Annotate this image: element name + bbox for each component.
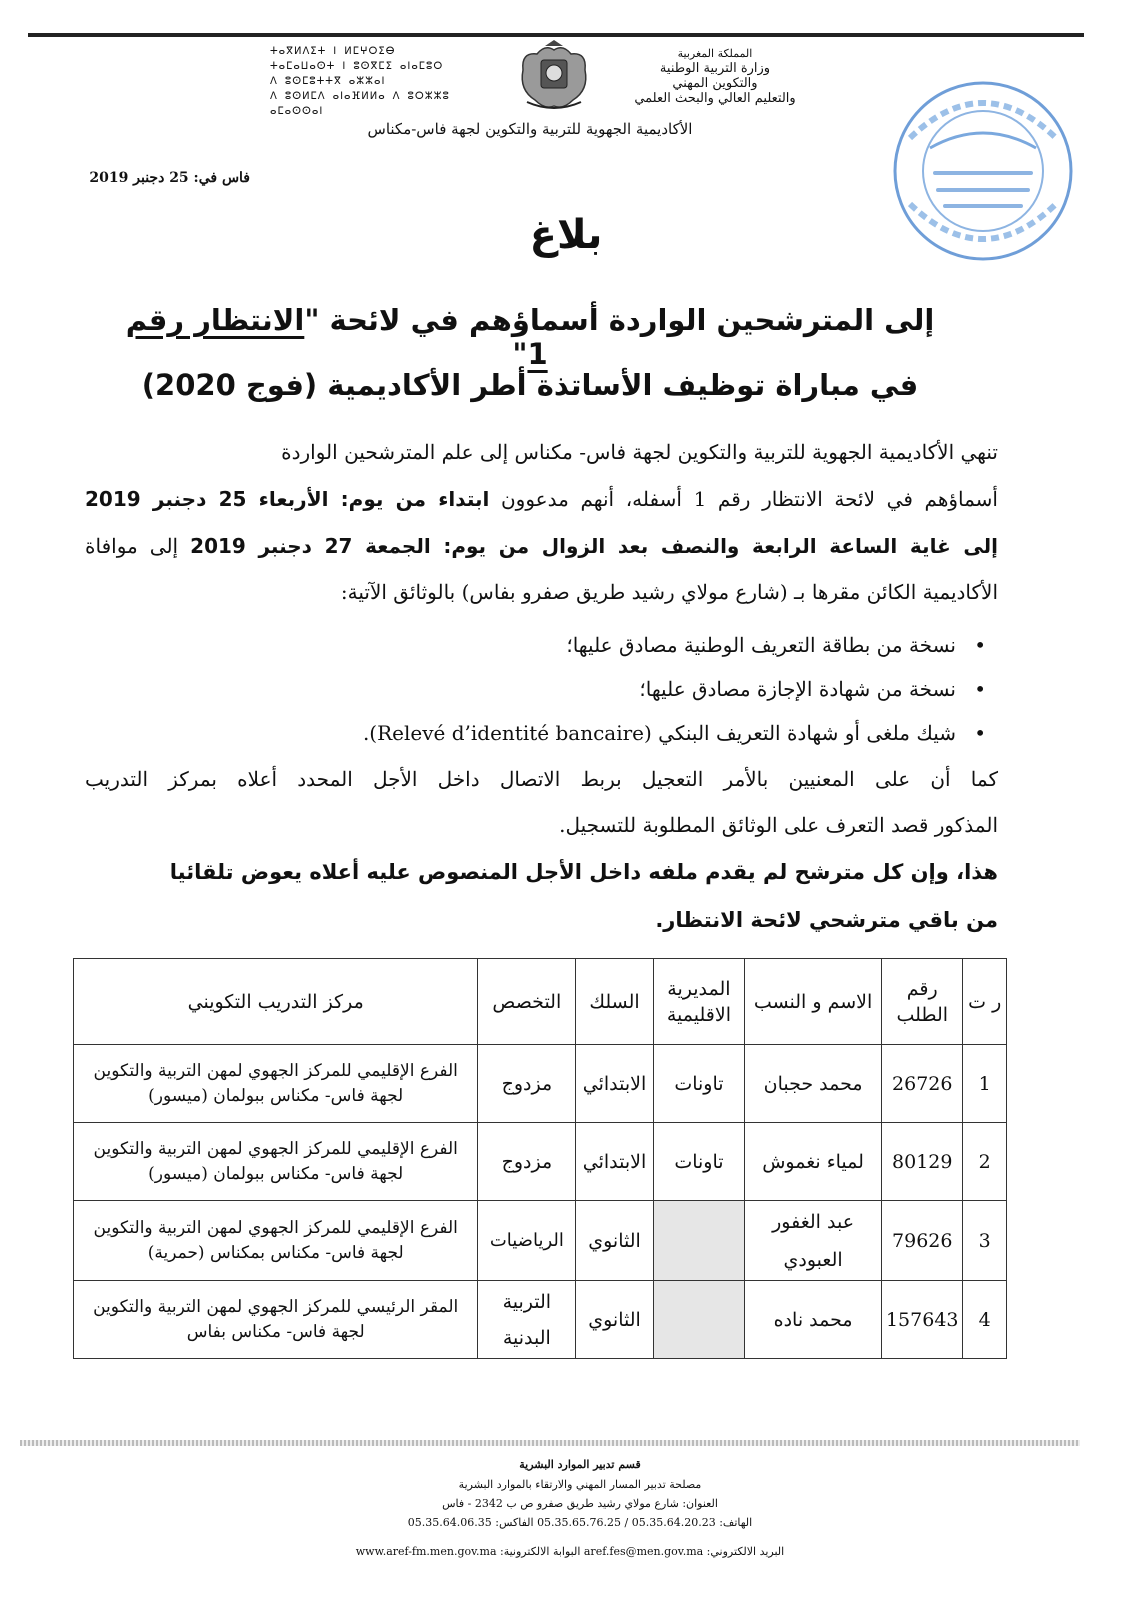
cell-request: 80129: [882, 1123, 963, 1201]
cell-directorate: تاونات: [653, 1123, 744, 1201]
ministry-line: المملكة المغربية: [677, 47, 753, 60]
tifinagh-line: ⵜⴰⴳⵍⴷⵉⵜ ⵏ ⵍⵎⵖⵔⵉⴱ: [270, 46, 396, 57]
center-line: المقر الرئيسي للمركز الجهوي لمهن التربية والتكوين: [93, 1296, 459, 1317]
center-line: لجهة فاس- مكناس بفاس: [186, 1321, 365, 1342]
footer-contact: البريد الالكتروني: aref.fes@men.gov.ma البوابة الالكترونية: www.aref-fm.men.gov.ma: [355, 1545, 785, 1558]
paragraph-3-line-1: هذا، وإن كل مترشح لم يقدم ملفه داخل الأجل المنصوص عليه أعلاه يعوض تلقائيا: [169, 860, 998, 884]
cell-specialty: مزدوج: [478, 1123, 576, 1201]
cell-name: عبد الغفور العبودي: [745, 1201, 882, 1281]
cell-name: محمد ناده: [745, 1281, 882, 1359]
ministry-header: [595, 46, 835, 106]
cell-center: [74, 1201, 478, 1281]
footer-rule: [20, 1440, 1080, 1446]
center-line: لجهة فاس- مكناس ببولمان (ميسور): [148, 1163, 404, 1184]
waiting-list-label: الانتظار رقم 1: [125, 303, 548, 371]
table-row: [74, 1281, 1007, 1359]
center-line: الفرع الإقليمي للمركز الجهوي لمهن التربية والتكوين: [93, 1060, 458, 1081]
cell-num: 1: [963, 1045, 1007, 1123]
cell-specialty: الرياضيات: [478, 1201, 576, 1281]
tifinagh-line: ⴷ ⵓⵙⵎⵓⵜⵜⴳ ⴰⵣⵣⴰⵏ: [270, 76, 386, 87]
cell-num: 3: [963, 1201, 1007, 1281]
paragraph-2-line-2: المذكور قصد التعرف على الوثائق المطلوبة للتسجيل.: [559, 813, 998, 837]
ministry-line: والتكوين المهني: [672, 76, 758, 91]
header-specialty: التخصص: [478, 959, 576, 1045]
candidates-table: [73, 958, 1007, 1359]
cell-directorate: [653, 1281, 744, 1359]
cell-directorate: تاونات: [653, 1045, 744, 1123]
cell-num: 2: [963, 1123, 1007, 1201]
footer-division: قسم تدبير الموارد البشرية: [519, 1458, 641, 1471]
table-row: [74, 1201, 1007, 1281]
ministry-line: وزارة التربية الوطنية: [659, 61, 771, 76]
table-row: [74, 1045, 1007, 1123]
body-text: أسماؤهم في لائحة الانتظار رقم 1 أسفله، أنهم مدعوون: [489, 487, 998, 511]
header-directorate-line: الاقليمية: [666, 1003, 731, 1026]
tifinagh-line: ⵜⴰⵎⴰⵡⴰⵙⵜ ⵏ ⵓⵙⴳⵎⵉ ⴰⵏⴰⵎⵓⵔ: [270, 61, 444, 72]
ministry-line: والتعليم العالي والبحث العلمي: [634, 91, 796, 106]
cell-request: 79626: [882, 1201, 963, 1281]
cell-center: [74, 1123, 478, 1201]
subtitle-line-2: في مباراة توظيف الأساتذة أطر الأكاديمية (فوج 2020): [141, 368, 919, 402]
paragraph-1-line-2: [85, 487, 998, 511]
academy-name: الأكاديمية الجهوية للتربية والتكوين لجهة فاس-مكناس: [367, 120, 693, 138]
subtitle-line-1: [120, 303, 940, 371]
document-bullet: • نسخة من شهادة الإجازة مصادق عليها؛: [639, 677, 956, 701]
paragraph-1-line-4: الأكاديمية الكائن مقرها بـ (شارع مولاي رشيد طريق صفرو بفاس) بالوثائق الآتية:: [340, 580, 998, 604]
subtitle-quote: ": [512, 337, 528, 371]
cell-center: [74, 1281, 478, 1359]
document-date: فاس في: 25 دجنبر 2019: [89, 170, 250, 186]
footer-service: مصلحة تدبير المسار المهني والارتقاء بالموارد البشرية: [458, 1478, 702, 1491]
cell-cycle: الابتدائي: [576, 1045, 654, 1123]
cell-cycle: الابتدائي: [576, 1123, 654, 1201]
center-line: الفرع الإقليمي للمركز الجهوي لمهن التربية والتكوين: [93, 1138, 458, 1159]
notice-title: بلاغ: [529, 212, 603, 258]
cell-directorate: [653, 1201, 744, 1281]
paragraph-1-line-1: تنهي الأكاديمية الجهوية للتربية والتكوين لجهة فاس- مكناس إلى علم المترشحين الواردة: [281, 440, 998, 464]
header-num: ر ت: [963, 959, 1007, 1045]
header-request: [882, 959, 963, 1045]
header-cycle: السلك: [576, 959, 654, 1045]
cell-request: 26726: [882, 1045, 963, 1123]
subtitle-text: إلى المترشحين الواردة أسماؤهم في لائحة ": [304, 303, 935, 337]
center-line: لجهة فاس- مكناس ببولمان (ميسور): [148, 1085, 404, 1106]
header-request-line: الطلب: [896, 1003, 949, 1026]
coat-of-arms-icon: [515, 40, 593, 112]
cell-request: 157643: [882, 1281, 963, 1359]
start-date-text: ابتداء من يوم: الأربعاء 25 دجنبر 2019: [85, 487, 490, 511]
cell-name: محمد حجبان: [745, 1045, 882, 1123]
header-name: الاسم و النسب: [745, 959, 882, 1045]
cell-name: لمياء نغموش: [745, 1123, 882, 1201]
document-bullet: • نسخة من بطاقة التعريف الوطنية مصادق عليها؛: [566, 633, 956, 657]
document-bullet: • شيك ملغى أو شهادة التعريف البنكي (Relevé d’identité bancaire).: [363, 721, 956, 745]
cell-specialty: مزدوج: [478, 1045, 576, 1123]
table-row: [74, 1123, 1007, 1201]
header-directorate-line: المديرية: [667, 977, 731, 1000]
tifinagh-header: [270, 44, 510, 119]
paragraph-2-line-1: كما أن على المعنيين بالأمر التعجيل بربط الاتصال داخل الأجل المحدد أعلاه بمركز التدريب: [85, 767, 998, 791]
deadline-text: إلى غاية الساعة الرابعة والنصف بعد الزوال من يوم: الجمعة 27 دجنبر 2019: [190, 534, 998, 558]
cell-specialty: التربية البدنية: [478, 1281, 576, 1359]
cell-cycle: الثانوي: [576, 1281, 654, 1359]
center-line: لجهة فاس- مكناس بمكناس (حمرية): [147, 1242, 404, 1263]
tifinagh-line: ⴷ ⵓⵙⵍⵎⴷ ⴰⵏⴰⴼⵍⵍⴰ ⴷ ⵓⵔⵣⵣⵓ ⴰⵎⴰⵙⵙⴰⵏ: [270, 91, 450, 117]
paragraph-3-line-2: من باقي مترشحي لائحة الانتظار.: [655, 908, 998, 932]
footer-phone: الهاتف: 05.35.64.20.23 / 05.35.65.76.25 الفاكس: 05.35.64.06.35: [407, 1516, 753, 1529]
header-center: مركز التدريب التكويني: [74, 959, 478, 1045]
cell-center: [74, 1045, 478, 1123]
header-directorate: [653, 959, 744, 1045]
top-rule: [28, 33, 1084, 37]
paragraph-1-line-3: [85, 534, 998, 558]
cell-cycle: الثانوي: [576, 1201, 654, 1281]
footer-address: العنوان: شارع مولاي رشيد طريق صفرو ص ب 2342 - فاس: [442, 1497, 718, 1510]
header-request-line: رقم: [906, 977, 938, 1000]
center-line: الفرع الإقليمي للمركز الجهوي لمهن التربية والتكوين: [93, 1217, 458, 1238]
cell-num: 4: [963, 1281, 1007, 1359]
table-header-row: [74, 959, 1007, 1045]
body-text: إلى موافاة: [85, 534, 191, 558]
